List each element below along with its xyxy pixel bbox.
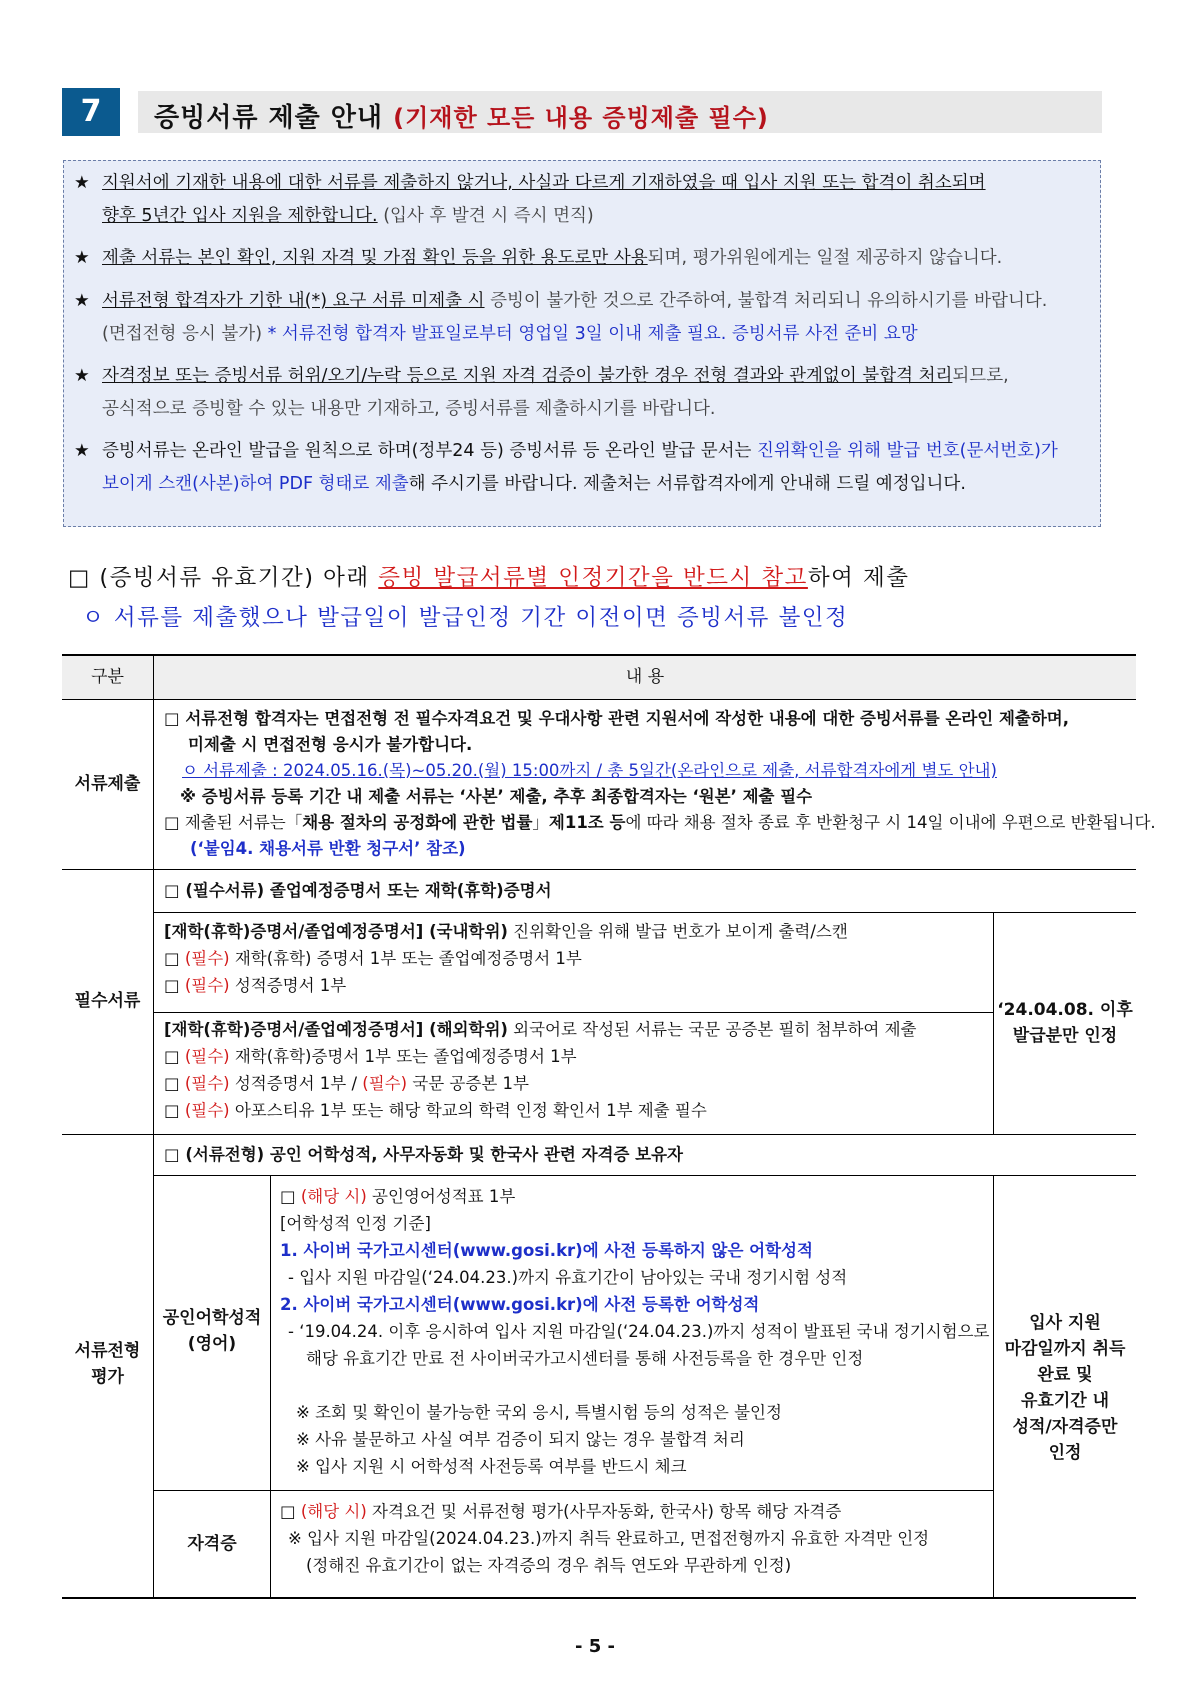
star-icon: ★ — [74, 441, 90, 461]
submission-return: □ 제출된 서류는「채용 절차의 공정화에 관한 법률」제11조 등에 따라 채용 절차 종료 후 반환청구 시 14일 이내에 우편으로 반환됩니다. — [164, 813, 1156, 832]
language-criteria-2-desc: - ‘19.04.24. 이후 응시하여 입사 지원 마감일(‘24.04.23.)까지 성적이 발표된 국내 정기시험으로 — [288, 1322, 990, 1341]
notice-item-4-cont: 공식적으로 증빙할 수 있는 내용만 기재하고, 증빙서류를 제출하시기를 바랍니다. — [102, 399, 716, 419]
language-line-1: □ (해당 시) 공인영어성적표 1부 — [280, 1187, 516, 1206]
language-criteria-2: 2. 사이버 국가고시센터(www.gosi.kr)에 사전 등록한 어학성적 — [280, 1295, 760, 1314]
submission-ref: (‘붙임4. 채용서류 반환 청구서’ 참조) — [190, 839, 466, 858]
language-note-3: ※ 입사 지원 시 어학성적 사전등록 여부를 반드시 체크 — [296, 1457, 687, 1476]
language-criteria-2-desc-cont: 해당 유효기간 만료 전 사이버국가고시센터를 통해 사전등록을 한 경우만 인정 — [306, 1349, 864, 1368]
section-number: 7 — [62, 88, 120, 136]
notice-box — [63, 160, 1101, 527]
col-header-content: 내 용 — [625, 667, 665, 687]
language-criteria-1: 1. 사이버 국가고시센터(www.gosi.kr)에 사전 등록하지 않은 어학성적 — [280, 1241, 813, 1260]
foreign-title: [재학(휴학)증명서/졸업예정증명서] (해외학위) 외국어로 작성된 서류는 국문 공증본 필히 첨부하여 제출 — [164, 1020, 917, 1039]
evaluation-validity-rule: 입사 지원 마감일까지 취득 완료 및 유효기간 내 성적/자격증만 인정 — [1004, 1313, 1126, 1463]
submission-line-2: 미제출 시 면접전형 응시가 불가합니다. — [188, 735, 473, 754]
language-criteria-1-desc: - 입사 지원 마감일(‘24.04.23.)까지 유효기간이 남아있는 국내 정기시험 성적 — [288, 1268, 848, 1287]
section-title: 증빙서류 제출 안내 (기재한 모든 내용 증빙제출 필수) — [154, 103, 769, 133]
star-icon: ★ — [74, 173, 90, 193]
certificate-line-3: (정해진 유효기간이 없는 자격증의 경우 취득 연도와 무관하게 인정) — [306, 1556, 792, 1575]
foreign-item-1: □ (필수) 재학(휴학)증명서 1부 또는 졸업예정증명서 1부 — [164, 1047, 577, 1066]
star-icon: ★ — [74, 248, 90, 268]
row-label-evaluation: 서류전형 평가 — [74, 1341, 141, 1387]
notice-item-5: ★ 증빙서류는 온라인 발급을 원칙으로 하며(정부24 등) 증빙서류 등 온라인 발급 문서는 진위확인을 위해 발급 번호(문서번호)가 — [74, 434, 1058, 468]
row-label-submission: 서류제출 — [74, 774, 141, 794]
language-score-label: 공인어학성적 (영어) — [162, 1308, 262, 1354]
required-heading: □ (필수서류) 졸업예정증명서 또는 재학(휴학)증명서 — [164, 881, 552, 900]
submission-line-1: □ 서류전형 합격자는 면접전형 전 필수자격요건 및 우대사항 관련 지원서에 작성한 내용에 대한 증빙서류를 온라인 제출하며, — [164, 709, 1069, 728]
validity-note: ㅇ 서류를 제출했으나 발급일이 발급인정 기간 이전이면 증빙서류 불인정 — [82, 605, 849, 631]
language-note-1: ※ 조회 및 확인이 불가능한 국외 응시, 특별시험 등의 성적은 불인정 — [296, 1403, 782, 1422]
star-icon: ★ — [74, 366, 90, 386]
certificate-line-1: □ (해당 시) 자격요건 및 서류전형 평가(사무자동화, 한국사) 항목 해당 자격증 — [280, 1502, 842, 1521]
notice-item-5-cont: 보이게 스캔(사본)하여 PDF 형태로 제출해 주시기를 바랍니다. 제출처는 서류합격자에게 안내해 드릴 예정입니다. — [102, 474, 966, 494]
evaluation-heading: □ (서류전형) 공인 어학성적, 사무자동화 및 한국사 관련 자격증 보유자 — [164, 1145, 683, 1164]
foreign-item-2: □ (필수) 성적증명서 1부 / (필수) 국문 공증본 1부 — [164, 1074, 529, 1093]
page-number: - 5 - — [575, 1636, 615, 1657]
notice-item-1-cont: 향후 5년간 입사 지원을 제한합니다. (입사 후 발견 시 즉시 면직) — [102, 206, 594, 226]
language-line-2: [어학성적 인정 기준] — [280, 1214, 431, 1233]
notice-item-2: ★ 제출 서류는 본인 확인, 지원 자격 및 가점 확인 등을 위한 용도로만 사용되며, 평가위원에게는 일절 제공하지 않습니다. — [74, 241, 1002, 275]
domestic-item-2: □ (필수) 성적증명서 1부 — [164, 976, 347, 995]
section-title-note: (기재한 모든 내용 증빙제출 필수) — [393, 104, 769, 132]
row-label-required: 필수서류 — [74, 991, 141, 1011]
section-header — [62, 88, 1102, 136]
notice-item-3-cont: (면접전형 응시 불가) * 서류전형 합격자 발표일로부터 영업일 3일 이내 제출 필요. 증빙서류 사전 준비 요망 — [102, 324, 918, 344]
foreign-item-3: □ (필수) 아포스티유 1부 또는 해당 학교의 학력 인정 확인서 1부 제출 필수 — [164, 1101, 707, 1120]
notice-item-4: ★ 자격정보 또는 증빙서류 허위/오기/누락 등으로 지원 자격 검증이 불가한 경우 전형 결과와 관계없이 불합격 처리되므로, — [74, 359, 1009, 393]
certificate-line-2: ※ 입사 지원 마감일(2024.04.23.)까지 취득 완료하고, 면접전형까지 유효한 자격만 인정 — [288, 1529, 930, 1548]
submission-period: ㅇ 서류제출 : 2024.05.16.(목)~05.20.(월) 15:00까지 / 총 5일간(온라인으로 제출, 서류합격자에게 별도 안내) — [182, 761, 997, 780]
validity-heading: □ (증빙서류 유효기간) 아래 증빙 발급서류별 인정기간을 반드시 참고하여 제출 — [68, 565, 910, 591]
star-icon: ★ — [74, 291, 90, 311]
domestic-title: [재학(휴학)증명서/졸업예정증명서] (국내학위) 진위확인을 위해 발급 번호가 보이게 출력/스캔 — [164, 922, 848, 941]
language-note-2: ※ 사유 불문하고 사실 여부 검증이 되지 않는 경우 불합격 처리 — [296, 1430, 745, 1449]
col-header-category: 구분 — [91, 667, 124, 687]
submission-note: ※ 증빙서류 등록 기간 내 제출 서류는 ‘사본’ 제출, 추후 최종합격자는 ‘원본’ 제출 필수 — [180, 787, 813, 806]
notice-item-1: ★ 지원서에 기재한 내용에 대한 서류를 제출하지 않거나, 사실과 다르게 기재하였을 때 입사 지원 또는 합격이 취소되며 — [74, 166, 986, 200]
certificate-label: 자격증 — [187, 1534, 237, 1554]
issue-date-rule: ‘24.04.08. 이후 발급분만 인정 — [997, 1000, 1133, 1046]
domestic-item-1: □ (필수) 재학(휴학) 증명서 1부 또는 졸업예정증명서 1부 — [164, 949, 582, 968]
notice-item-3: ★ 서류전형 합격자가 기한 내(*) 요구 서류 미제출 시 증빙이 불가한 것으로 간주하여, 불합격 처리되니 유의하시기를 바랍니다. — [74, 284, 1047, 318]
